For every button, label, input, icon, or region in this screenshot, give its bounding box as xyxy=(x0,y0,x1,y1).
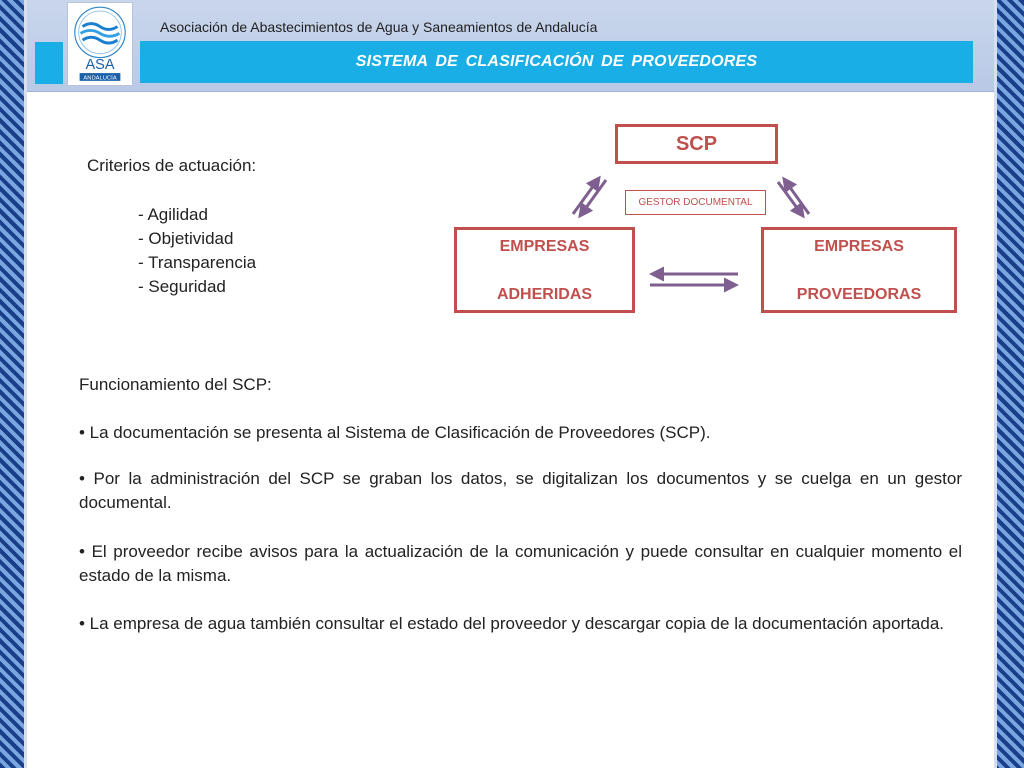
left-decorative-stripe xyxy=(0,0,27,768)
criteria-list xyxy=(138,203,256,299)
right-decorative-stripe xyxy=(994,0,1024,768)
scp-box: SCP xyxy=(615,124,778,164)
criteria-heading: Criterios de actuación: xyxy=(87,156,257,175)
criteria-item: - Objetividad xyxy=(138,229,234,248)
arrow-from-scp-right xyxy=(778,182,803,216)
empresas-adheridas-box xyxy=(454,227,635,313)
criteria-item: - Transparencia xyxy=(138,253,257,272)
page-title: SISTEMA DE CLASIFICACIÓN DE PROVEEDORES xyxy=(355,53,758,70)
proveedoras-line1: EMPRESAS xyxy=(814,238,904,255)
header-accent-block xyxy=(35,42,63,84)
adheridas-line2: ADHERIDAS xyxy=(496,286,593,303)
asa-logo xyxy=(67,2,133,86)
organization-name: Asociación de Abastecimientos de Agua y Saneamientos de Andalucía xyxy=(160,19,598,35)
functioning-bullet: • La documentación se presenta al Sistema de Clasificación de Proveedores (SCP). xyxy=(79,423,711,442)
adheridas-line1: EMPRESAS xyxy=(499,238,590,255)
criteria-item: - Agilidad xyxy=(138,205,208,224)
logo-subtext: ANDALUCÍA xyxy=(83,75,117,82)
arrow-to-scp-left xyxy=(573,178,599,214)
title-bar xyxy=(140,41,973,83)
functioning-heading: Funcionamiento del SCP: xyxy=(79,375,272,394)
logo-text: ASA xyxy=(85,57,115,74)
arrow-from-scp-left xyxy=(580,180,606,216)
empresas-proveedoras-box xyxy=(761,227,957,313)
proveedoras-line2: PROVEEDORAS xyxy=(796,286,922,303)
functioning-bullet: • La empresa de agua también consultar el estado del proveedor y descargar copia de la documentación aportada. xyxy=(79,614,944,633)
functioning-bullet: • Por la administración del SCP se graban los datos, se digitalizan los documentos y se cuelga en un gestor documental. xyxy=(79,469,962,512)
criteria-item: - Seguridad xyxy=(138,277,226,296)
functioning-bullet: • El proveedor recibe avisos para la actualización de la comunicación y puede consultar en cualquier momento el estado de la misma. xyxy=(79,542,962,585)
gestor-documental-label: GESTOR DOCUMENTAL xyxy=(625,190,766,215)
arrow-to-scp-right xyxy=(784,179,809,214)
